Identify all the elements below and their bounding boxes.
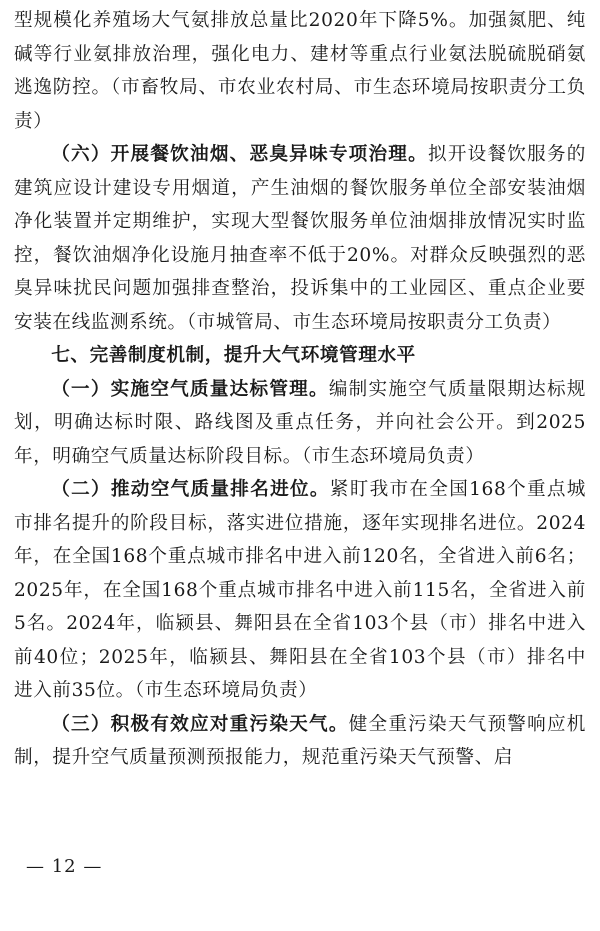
paragraph-item-1 xyxy=(14,373,586,474)
paragraph-heading: （二）推动空气质量排名进位。 xyxy=(51,479,330,500)
page-number: — 12 — xyxy=(26,856,103,877)
paragraph-body: 拟开设餐饮服务的建筑应设计建设专用烟道，产生油烟的餐饮服务单位全部安装油烟净化装置并定期维护，实现大型餐饮服务单位油烟排放情况实时监控，餐饮油烟净化设施月抽查率不低于20%。对群众反映强烈的恶臭异味扰民问题加强排查整治，投诉集中的工业园区、重点企业要安装在线监测系统。（市城管局、市生态环境局按职责分工负责） xyxy=(14,144,586,333)
paragraph-heading: （一）实施空气质量达标管理。 xyxy=(51,378,329,400)
paragraph-item-3 xyxy=(14,708,586,775)
paragraph-item-2 xyxy=(14,473,586,708)
paragraph-heading: （六）开展餐饮油烟、恶臭异味专项治理。 xyxy=(51,144,428,165)
paragraph-item-6 xyxy=(14,138,586,339)
paragraph-body: 健全重污染天气预警响应机制，提升空气质量预测预报能力，规范重污染天气预警、启 xyxy=(14,713,586,768)
section-title: 七、完善制度机制，提升大气环境管理水平 xyxy=(51,345,416,366)
document-page xyxy=(14,4,586,775)
paragraph-body: 型规模化养殖场大气氨排放总量比2020年下降5%。加强氮肥、纯碱等行业氨排放治理，强化电力、建材等重点行业氨法脱硫脱硝氨逃逸防控。（市畜牧局、市农业农村局、市生态环境局按职责分工负责） xyxy=(14,10,586,132)
paragraph-heading: （三）积极有效应对重污染天气。 xyxy=(51,713,349,735)
paragraph-body: 编制实施空气质量限期达标规划，明确达标时限、路线图及重点任务，并向社会公开。到2025年，明确空气质量达标阶段目标。（市生态环境局负责） xyxy=(14,378,586,467)
paragraph-continuation xyxy=(14,4,586,138)
paragraph-body: 紧盯我市在全国168个重点城市排名提升的阶段目标，落实进位措施，逐年实现排名进位。2024年，在全国168个重点城市排名中进入前120名，全省进入前6名；2025年，在全国168个重点城市排名中进入前115名，全省进入前5名。2024年，临颍县、舞阳县在全省103个县（市）排名中进入前40位；2025年，临颍县、舞阳县在全省103个县（市）排名中进入前35位。（市生态环境局负责） xyxy=(14,479,586,701)
